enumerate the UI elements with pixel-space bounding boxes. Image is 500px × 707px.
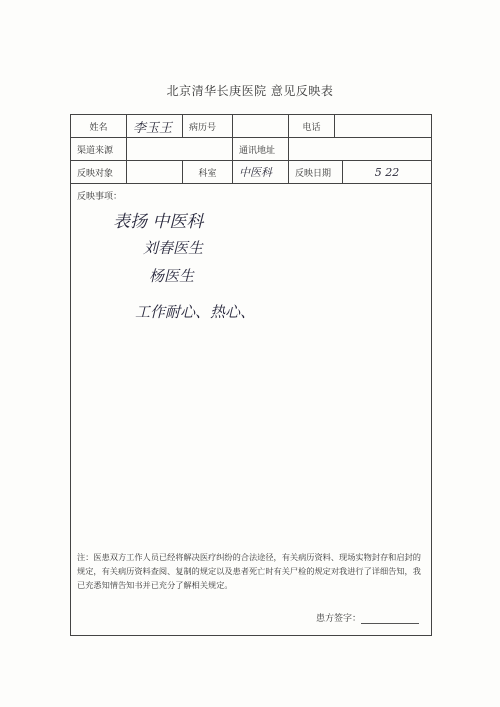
- matters-line: 表扬 中医科: [113, 212, 204, 232]
- signature-label: 患方签字：: [315, 614, 361, 624]
- address-label: 通讯地址: [233, 138, 289, 160]
- record-label: 病历号: [183, 115, 233, 137]
- form-title: 北京清华长庚医院 意见反映表: [166, 84, 334, 98]
- row-target: [71, 161, 431, 184]
- phone-field[interactable]: [335, 115, 431, 137]
- phone-label: 电话: [289, 115, 335, 137]
- signature-area: [316, 611, 419, 624]
- target-field[interactable]: [127, 161, 183, 183]
- row-name: [71, 115, 431, 138]
- matters-line: 刘春医生: [143, 239, 204, 257]
- row-channel: [71, 138, 431, 161]
- target-label: 反映对象: [71, 161, 127, 183]
- notice-text: 注：医患双方工作人员已经将解决医疗纠纷的合法途径，有关病历资料、现场实物封存和启封的规定，有关病历资料查阅、复制的规定以及患者死亡时有关尸检的规定对我进行了详细告知，我已充悉知情告知书并已充分了解相关规定。: [77, 552, 421, 590]
- signature-line[interactable]: [361, 613, 419, 624]
- matters-line: 杨医生: [149, 267, 195, 285]
- name-field[interactable]: 李玉王: [127, 115, 183, 137]
- matters-line: 工作耐心、热心、: [135, 303, 256, 321]
- address-field[interactable]: [289, 138, 431, 160]
- dept-label: 科室: [183, 161, 233, 183]
- name-label: 姓名: [71, 115, 127, 137]
- date-field[interactable]: 5 22: [374, 165, 400, 179]
- record-field[interactable]: [233, 115, 289, 137]
- feedback-form: [70, 114, 432, 636]
- channel-field[interactable]: [127, 138, 233, 160]
- dept-field[interactable]: 中医科: [233, 161, 289, 183]
- channel-label: 渠道来源: [71, 138, 127, 160]
- date-label: 反映日期: [289, 161, 343, 183]
- matters-label: 反映事项：: [77, 192, 123, 202]
